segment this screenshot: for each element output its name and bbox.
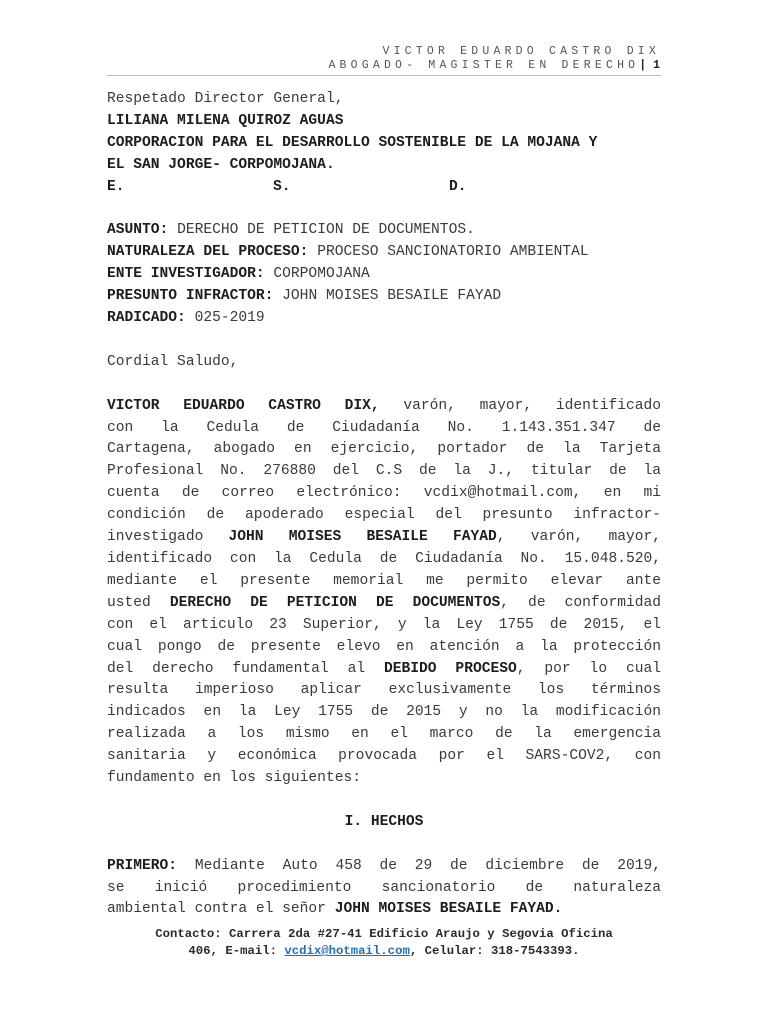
esd-line: [107, 177, 661, 199]
primero-line: se inició procedimiento sancionatorio de naturaleza: [107, 879, 661, 896]
recipient-org-line2: EL SAN JORGE- CORPOMOJANA.: [107, 156, 335, 173]
salutation: Respetado Director General,: [107, 91, 344, 107]
intro-line: condición de apoderado especial del presunto infractor-: [107, 507, 661, 524]
esd-d: D.: [449, 178, 467, 195]
case-label: ENTE INVESTIGADOR:: [107, 266, 265, 283]
header-rule: [107, 75, 661, 76]
case-value: DERECHO DE PETICION DE DOCUMENTOS.: [177, 222, 475, 239]
intro-line: cual pongo de presente elevo en atención a la protección: [107, 638, 661, 655]
intro-line: identificado con la Cedula de Ciudadanía No. 15.048.520,: [107, 550, 661, 567]
case-naturaleza: [107, 242, 661, 264]
due-process: DEBIDO PROCESO: [384, 660, 517, 677]
case-label: PRESUNTO INFRACTOR:: [107, 288, 274, 305]
esd-e: E.: [107, 178, 125, 195]
section-title: I. HECHOS: [344, 813, 424, 830]
case-label: NATURALEZA DEL PROCESO:: [107, 244, 309, 261]
footer-line2: [107, 943, 661, 960]
intro-line: indicados en la Ley 1755 de 2015 y no la modificación: [107, 704, 661, 721]
case-label: RADICADO:: [107, 310, 186, 327]
intro-line: [107, 593, 661, 615]
intro-line: [107, 659, 661, 681]
case-asunto: [107, 220, 661, 242]
letter-body: [107, 89, 661, 921]
client-name: JOHN MOISES BESAILE FAYAD.: [334, 901, 563, 918]
intro-line: fundamento en los siguientes:: [107, 770, 361, 787]
case-label: ASUNTO:: [107, 222, 169, 239]
intro-line: sanitaria y económica provocada por el SARS-COV2, con: [107, 748, 661, 765]
intro-text: , de conformidad: [500, 594, 661, 611]
email-link[interactable]: vcdix@hotmail.com: [284, 944, 410, 958]
intro-text: investigado: [107, 529, 204, 546]
intro-line: Cartagena, abogado en ejercicio, portador de la Tarjeta: [107, 441, 661, 458]
esd-s: S.: [273, 178, 291, 195]
intro-text: , por lo cual: [516, 660, 661, 677]
intro-line: cuenta de correo electrónico: vcdix@hotmail.com, en mi: [107, 485, 661, 502]
primero-text: ambiental contra el señor: [107, 901, 326, 918]
recipient-name: LILIANA MILENA QUIROZ AGUAS: [107, 112, 344, 129]
primero-line: [107, 856, 661, 878]
footer-contact: [107, 926, 661, 960]
primero-text: Mediante Auto 458 de 29 de diciembre de 2019,: [194, 857, 661, 874]
page-number: 1: [653, 59, 660, 72]
greeting: Cordial Saludo,: [107, 353, 239, 370]
author-name: VICTOR EDUARDO CASTRO DIX,: [107, 397, 380, 414]
intro-line: con el articulo 23 Superior, y la Ley 1755 de 2015, el: [107, 616, 661, 633]
case-value: JOHN MOISES BESAILE FAYAD: [282, 288, 502, 305]
primero-line: [107, 899, 661, 921]
case-value: PROCESO SANCIONATORIO AMBIENTAL: [317, 244, 589, 261]
intro-line: con la Cedula de Ciudadanía No. 1.143.351.347 de: [107, 419, 661, 436]
header-title-text: ABOGADO- MAGISTER EN DERECHO: [328, 59, 640, 72]
intro-line: realizada a los mismo en el marco de la emergencia: [107, 726, 661, 743]
case-infractor: [107, 286, 661, 308]
petition-title: DERECHO DE PETICION DE DOCUMENTOS: [169, 594, 501, 611]
case-ente: [107, 264, 661, 286]
header-separator: |: [639, 59, 654, 72]
intro-text: del derecho fundamental al: [107, 660, 366, 677]
intro-line: Profesional No. 276880 del C.S de la J., titular de la: [107, 463, 661, 480]
footer-line1: Contacto: Carrera 2da #27-41 Edificio Araujo y Segovia Oficina: [155, 927, 613, 941]
primero-label: PRIMERO:: [107, 857, 178, 874]
header-author-title: [328, 58, 660, 73]
intro-line: mediante el presente memorial me permito elevar ante: [107, 572, 661, 589]
intro-line: resulta imperioso aplicar exclusivamente los términos: [107, 682, 661, 699]
intro-text: , varón, mayor,: [496, 529, 661, 546]
intro-line: [107, 396, 661, 418]
intro-line: [107, 527, 661, 549]
intro-text: usted: [107, 594, 151, 611]
footer-text: , Celular: 318-7543393.: [409, 944, 580, 958]
client-name: JOHN MOISES BESAILE FAYAD: [228, 529, 497, 546]
recipient-org-line1: CORPORACION PARA EL DESARROLLO SOSTENIBLE DE LA MOJANA Y: [107, 134, 598, 151]
intro-text: varón, mayor, identificado: [403, 397, 662, 414]
case-value: 025-2019: [194, 310, 265, 327]
footer-text: 406, E-mail:: [188, 944, 277, 958]
header-author-name: VICTOR EDUARDO CASTRO DIX: [382, 45, 660, 58]
case-value: CORPOMOJANA: [273, 266, 370, 283]
case-radicado: [107, 308, 661, 330]
